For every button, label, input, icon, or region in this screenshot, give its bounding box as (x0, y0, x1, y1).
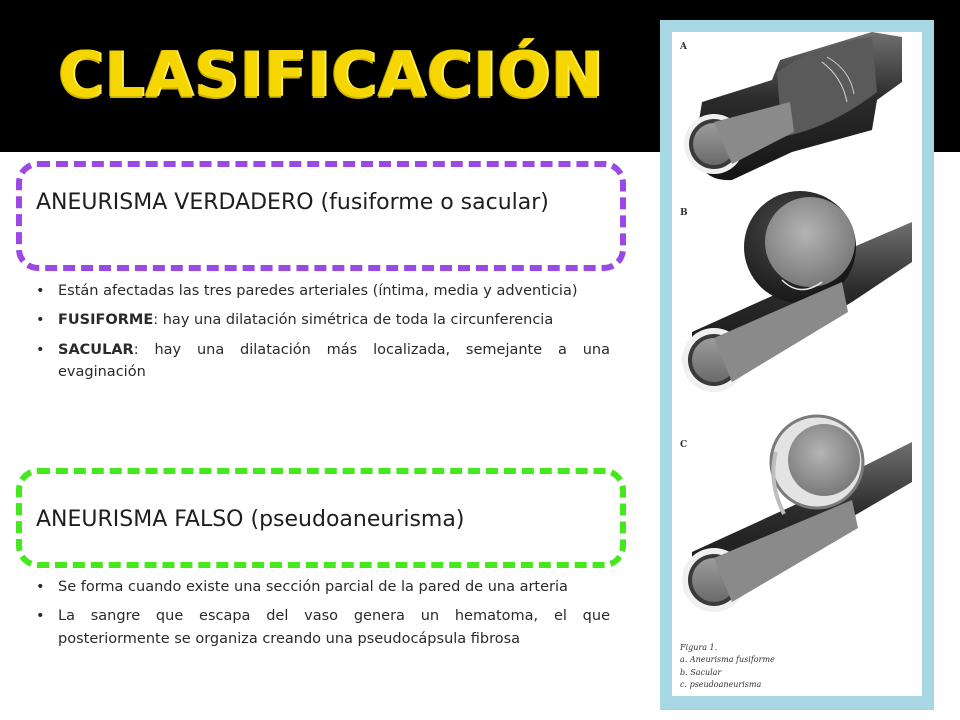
bullet-text: : hay una dilatación más localizada, semejante a una evaginación (58, 341, 610, 381)
caption-line: Figura 1. (680, 643, 718, 652)
figure-label-a: A (680, 42, 687, 52)
bullet-term: SACULAR (58, 341, 134, 358)
list-item (34, 576, 610, 598)
figure-caption (680, 642, 775, 692)
list-item (34, 309, 610, 331)
figure-b-saccular (682, 191, 912, 392)
caption-line: a. Aneurisma fusiforme (680, 655, 775, 665)
section-false-aneurysm-box (16, 468, 626, 568)
section-false-aneurysm-heading: ANEURISMA FALSO (pseudoaneurisma) (36, 507, 465, 532)
section-true-aneurysm-box (16, 161, 626, 271)
bullet-icon: • (36, 608, 45, 625)
bullet-text: : hay una dilatación simétrica de toda la circunferencia (153, 312, 554, 329)
figure-a-fusiform (684, 32, 902, 180)
bullet-text: Se forma cuando existe una sección parcial de la pared de una arteria (58, 579, 568, 595)
figure-frame (660, 20, 934, 710)
caption-line: c. pseudoaneurisma (680, 680, 762, 690)
caption-line: b. Sacular (680, 667, 722, 677)
bullet-text: La sangre que escapa del vaso genera un hematoma, el que posteriormente se organiza creando una pseudocápsula fibrosa (58, 608, 610, 647)
bullet-term: FUSIFORME (58, 312, 154, 329)
bullet-text: Están afectadas las tres paredes arteriales (íntima, media y adventicia) (58, 283, 578, 299)
bullet-icon: • (36, 283, 45, 299)
list-item (34, 605, 610, 650)
section-true-aneurysm-heading: ANEURISMA VERDADERO (fusiforme o sacular) (36, 190, 549, 215)
slide-title: CLASIFICACIÓN (58, 38, 604, 111)
aneurysm-illustration (672, 32, 922, 696)
figure-c-pseudoaneurysm (682, 416, 912, 612)
list-item (34, 339, 610, 384)
aneurysm-diagram (672, 32, 922, 632)
section-false-aneurysm-bullets (34, 576, 610, 657)
bullet-icon: • (36, 312, 45, 329)
section-true-aneurysm-bullets (34, 280, 610, 391)
list-item (34, 280, 610, 302)
figure-label-b: B (680, 208, 688, 218)
figure-label-c: C (680, 440, 688, 450)
bullet-icon: • (36, 341, 45, 358)
bullet-icon: • (36, 579, 45, 595)
